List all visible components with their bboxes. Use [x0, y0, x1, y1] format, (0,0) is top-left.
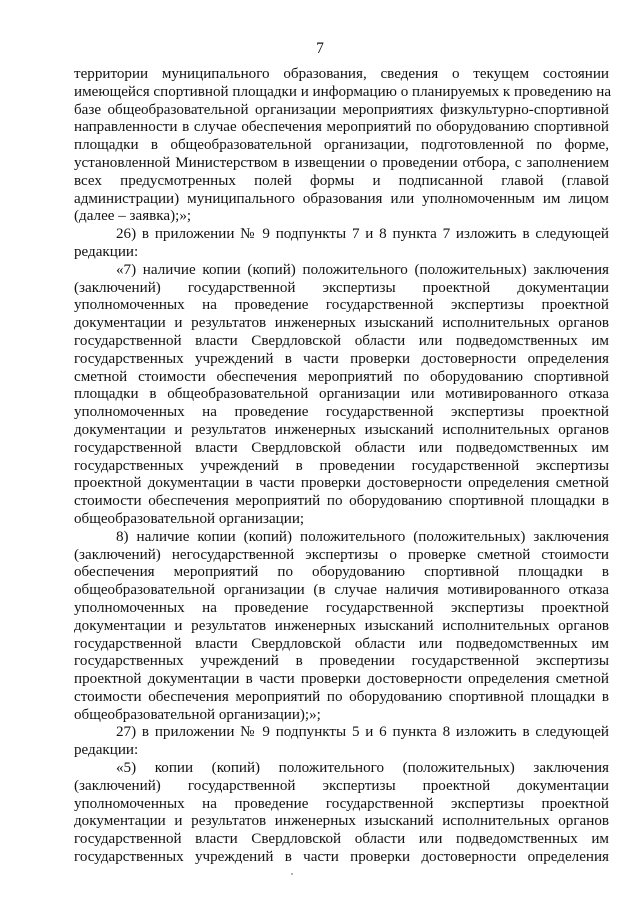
text-line: стоимости обеспечения мероприятий по оборудованию спортивной площадки в — [74, 688, 609, 705]
text-line: документации и результатов инженерных изысканий исполнительных органов — [74, 617, 609, 634]
page-body — [74, 66, 612, 867]
text-line: общеобразовательной организации);»; — [74, 706, 321, 723]
text-line: 8) наличие копии (копий) положительного (положительных) заключения — [116, 528, 609, 545]
page-number: 7 — [316, 40, 324, 57]
text-line: уполномоченных на проведение государственной экспертизы проектной — [74, 404, 609, 421]
text-line: площадки в общеобразовательной организации, подготовленной по форме, — [74, 137, 609, 154]
text-line: (заключений) негосударственной экспертизы о проверке сметной стоимости — [74, 546, 609, 563]
text-line: 27) в приложении № 9 подпункты 5 и 6 пункта 8 изложить в следующей — [116, 724, 609, 741]
text-line: «7) наличие копии (копий) положительного (положительных) заключения — [116, 261, 609, 278]
text-line: (далее – заявка);»; — [74, 208, 192, 225]
text-line: направленности в случае обеспечения мероприятий по оборудованию спортивной — [74, 119, 609, 136]
text-line: сметной стоимости обеспечения мероприятий по оборудованию спортивной — [74, 368, 609, 385]
text-line: государственных учреждений в проведении государственной экспертизы — [74, 653, 609, 670]
text-line: документации и результатов инженерных изысканий исполнительных органов — [74, 813, 609, 830]
text-line: администрации) муниципального образования или уполномоченным им лицом — [74, 190, 609, 207]
text-line: уполномоченных на проведение государственной экспертизы проектной — [74, 297, 609, 314]
text-line: государственных учреждений в проведении государственной экспертизы — [74, 457, 609, 474]
text-line: «5) копии (копий) положительного (положительных) заключения — [116, 760, 609, 777]
text-line: площадки в общеобразовательной организации или мотивированного отказа — [74, 386, 609, 403]
text-line: документации и результатов инженерных изысканий исполнительных органов — [74, 315, 609, 332]
text-line: установленной Министерством в извещении о проведении отбора, с заполнением — [74, 154, 609, 171]
text-line: уполномоченных на проведение государственной экспертизы проектной — [74, 795, 609, 812]
text-line: базе общеобразовательной организации мероприятиях физкультурно-спортивной — [74, 101, 609, 118]
text-line: государственной власти Свердловской области или подведомственных им — [74, 439, 609, 456]
text-line: имеющейся спортивной площадки и информацию о планируемых к проведению на — [74, 83, 612, 100]
text-line: государственной власти Свердловской области или подведомственных им — [74, 635, 609, 652]
text-line: стоимости обеспечения мероприятий по оборудованию спортивной площадки в — [74, 493, 609, 510]
text-line: государственных учреждений в части проверки достоверности определения — [74, 849, 609, 866]
text-line: уполномоченных на проведение государственной экспертизы проектной — [74, 599, 609, 616]
text-line: документации и результатов инженерных изысканий исполнительных органов — [74, 421, 609, 438]
scan-mark — [291, 873, 293, 875]
text-line: государственных учреждений в части проверки достоверности определения — [74, 350, 609, 367]
text-line: общеобразовательной организации (в случае наличия мотивированного отказа — [74, 582, 609, 599]
text-line: государственной власти Свердловской области или подведомственных им — [74, 831, 609, 848]
text-line: проектной документации в части проверки достоверности определения сметной — [74, 671, 609, 688]
text-line: 26) в приложении № 9 подпункты 7 и 8 пункта 7 изложить в следующей — [116, 226, 609, 243]
text-line: проектной документации в части проверки достоверности определения сметной — [74, 475, 609, 492]
text-line: общеобразовательной организации; — [74, 510, 305, 527]
text-line: (заключений) государственной экспертизы проектной документации — [74, 777, 609, 794]
text-line: государственной власти Свердловской области или подведомственных им — [74, 332, 609, 349]
text-line: всех предусмотренных полей формы и подписанной главой (главой — [74, 172, 609, 189]
text-line: редакции: — [74, 243, 139, 260]
text-line: редакции: — [74, 742, 139, 759]
text-line: территории муниципального образования, сведения о текущем состоянии — [74, 66, 609, 82]
text-line: (заключений) государственной экспертизы проектной документации — [74, 279, 609, 296]
text-line: обеспечения мероприятий по оборудованию спортивной площадки в — [74, 564, 609, 581]
